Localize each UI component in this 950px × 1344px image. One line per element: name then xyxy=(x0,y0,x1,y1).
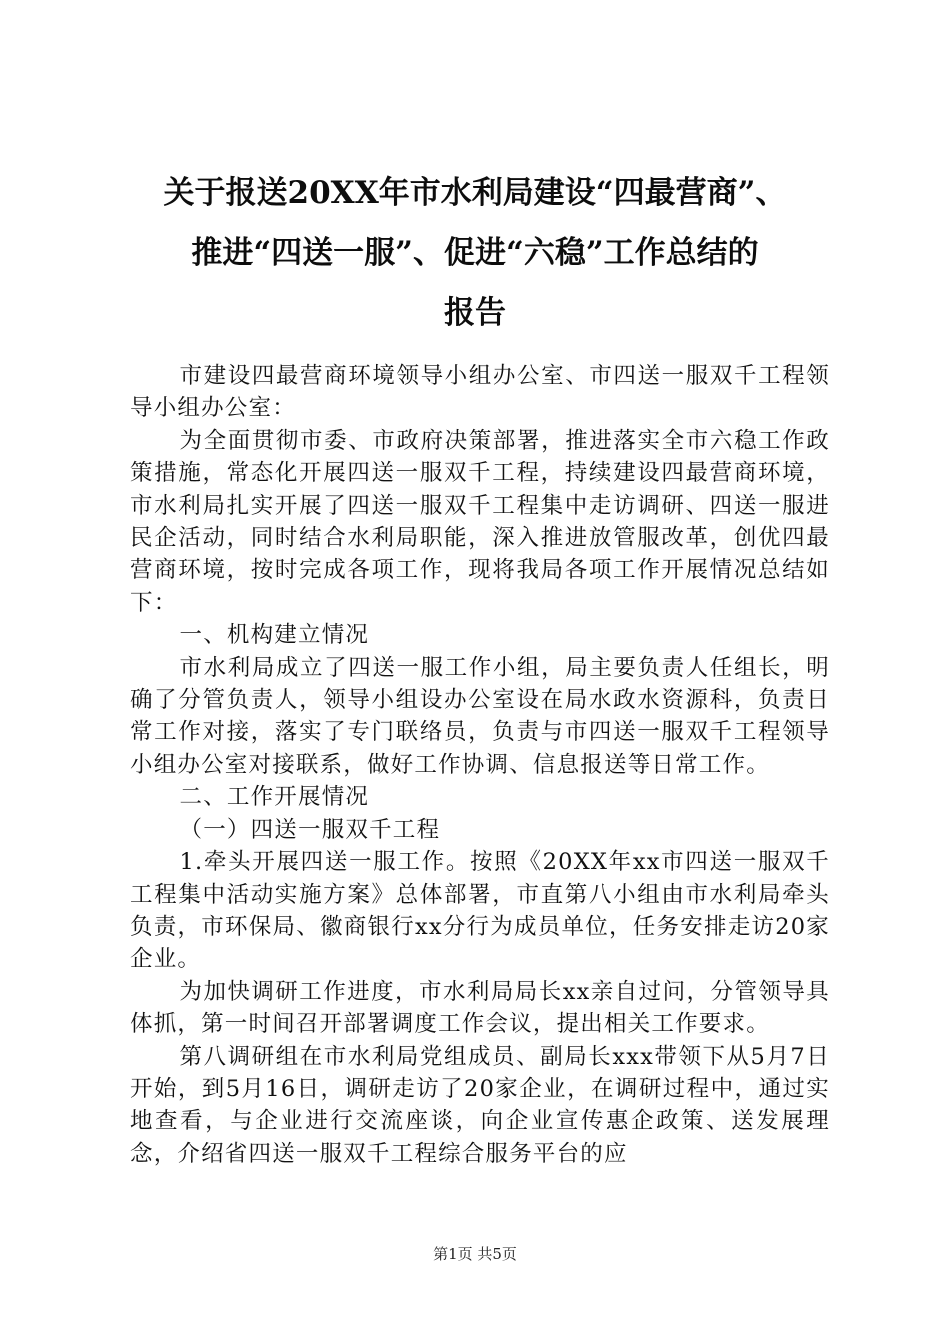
title-line-2: 推进“四送一服”、促进“六稳”工作总结的 xyxy=(191,235,759,271)
document-body xyxy=(130,360,830,1170)
title-line-1: 关于报送20XX年市水利局建设“四最营商”、 xyxy=(163,175,787,211)
section-heading-1: 一、机构建立情况 xyxy=(179,622,370,649)
body-paragraph: 第八调研组在市水利局党组成员、副局长xxx带领下从5月7日开始，到5月16日，调研走访了20家企业，在调研过程中，通过实地查看，与企业进行交流座谈，向企业宣传惠企政策、送发展理念，介绍省四送一服双千工程综合服务平台的应 xyxy=(130,1043,830,1167)
body-paragraph: 市水利局成立了四送一服工作小组，局主要负责人任组长，明确了分管负责人，领导小组设办公室设在局水政水资源科，负责日常工作对接，落实了专门联络员，负责与市四送一服双千工程领导小组办公室对接联系，做好工作协调、信息报送等日常工作。 xyxy=(130,654,830,778)
body-paragraph: 1.牵头开展四送一服工作。按照《20XX年xx市四送一服双千工程集中活动实施方案》总体部署，市直第八小组由市水利局牵头负责，市环保局、徽商银行xx分行为成员单位，任务安排走访20家企业。 xyxy=(130,849,830,973)
document-title xyxy=(110,163,840,343)
page-number-footer: 第1页 共5页 xyxy=(433,1245,517,1263)
subsection-heading: （一）四送一服双千工程 xyxy=(179,816,441,843)
title-line-3: 报告 xyxy=(444,295,506,331)
recipient-paragraph: 市建设四最营商环境领导小组办公室、市四送一服双千工程领导小组办公室： xyxy=(130,363,830,422)
section-heading-2: 二、工作开展情况 xyxy=(179,784,370,811)
intro-paragraph: 为全面贯彻市委、市政府决策部署，推进落实全市六稳工作政策措施，常态化开展四送一服双千工程，持续建设四最营商环境，市水利局扎实开展了四送一服双千工程集中走访调研、四送一服进民企活动，同时结合水利局职能，深入推进放管服改革，创优四最营商环境，按时完成各项工作，现将我局各项工作开展情况总结如下： xyxy=(130,427,830,616)
body-paragraph: 为加快调研工作进度，市水利局局长xx亲自过问，分管领导具体抓，第一时间召开部署调度工作会议，提出相关工作要求。 xyxy=(130,978,830,1038)
